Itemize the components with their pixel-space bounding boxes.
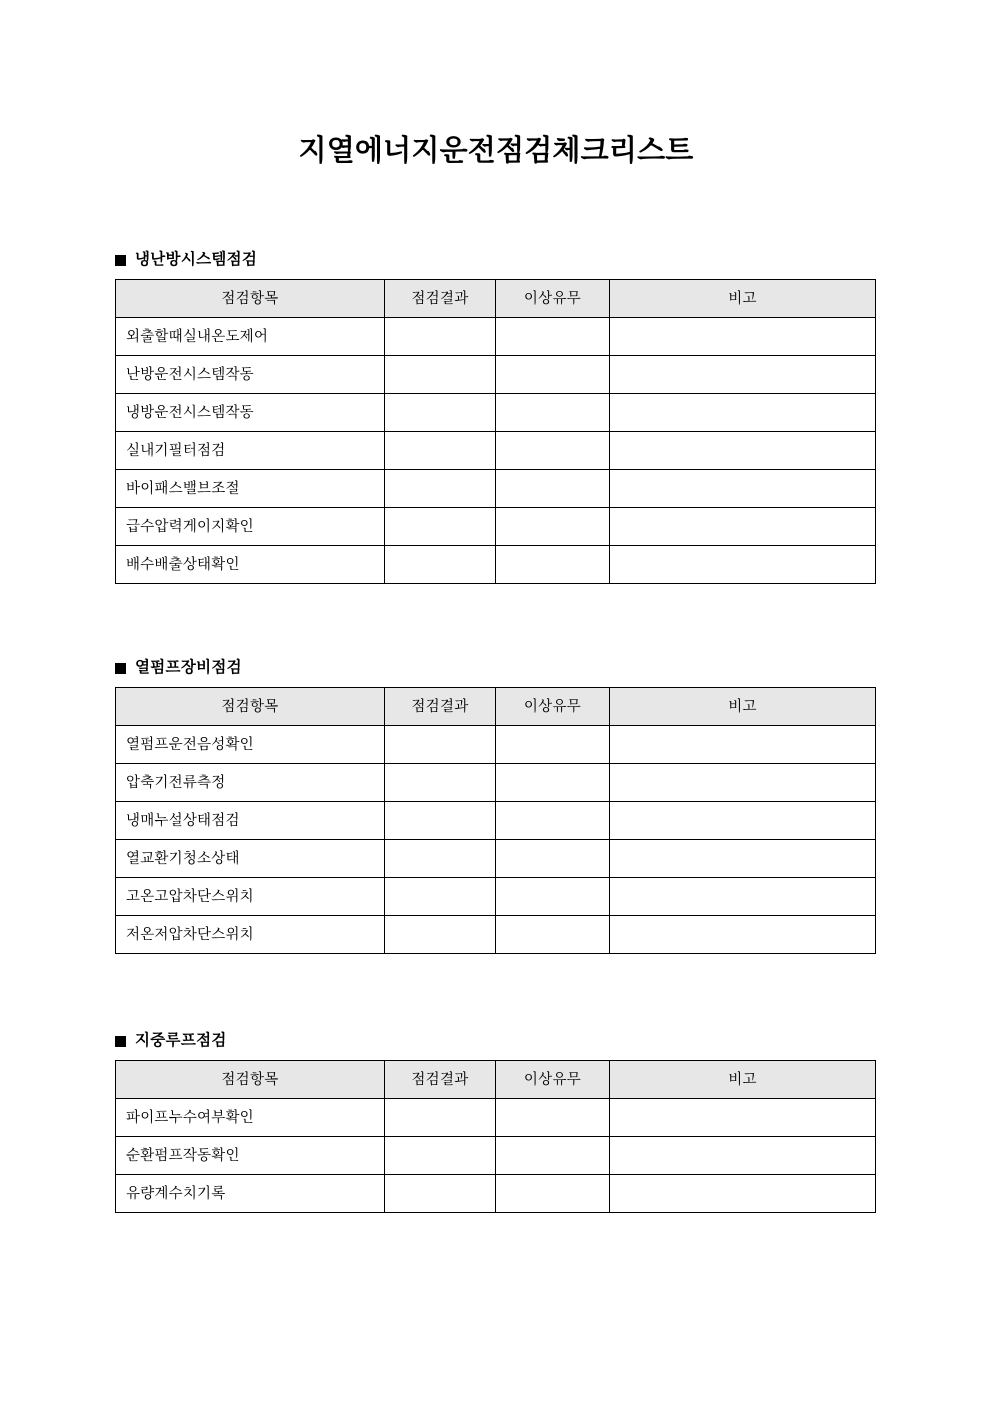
- section-ground-loop: [115, 1031, 875, 1213]
- remark[interactable]: [610, 840, 876, 878]
- inspection-result[interactable]: [385, 546, 496, 584]
- abnormality-status[interactable]: [496, 1099, 610, 1137]
- inspection-result[interactable]: [385, 916, 496, 954]
- inspection-item: 냉매누설상태점검: [116, 802, 385, 840]
- abnormality-status[interactable]: [496, 318, 610, 356]
- remark[interactable]: [610, 432, 876, 470]
- inspection-item: 저온저압차단스위치: [116, 916, 385, 954]
- abnormality-status[interactable]: [496, 394, 610, 432]
- inspection-result[interactable]: [385, 1099, 496, 1137]
- inspection-result[interactable]: [385, 394, 496, 432]
- inspection-result[interactable]: [385, 470, 496, 508]
- table-header-row: [116, 688, 876, 726]
- remark[interactable]: [610, 764, 876, 802]
- page-title: 지열에너지운전점검체크리스트: [298, 135, 694, 167]
- inspection-result[interactable]: [385, 318, 496, 356]
- table-row: [116, 318, 876, 356]
- remark[interactable]: [610, 1137, 876, 1175]
- column-header-item: 점검항목: [116, 688, 385, 726]
- inspection-item: 배수배출상태확인: [116, 546, 385, 584]
- column-header-item: 점검항목: [116, 1061, 385, 1099]
- inspection-item: 순환펌프작동확인: [116, 1137, 385, 1175]
- checklist-table: [115, 687, 876, 954]
- column-header-status: 이상유무: [496, 1061, 610, 1099]
- abnormality-status[interactable]: [496, 432, 610, 470]
- column-header-status: 이상유무: [496, 280, 610, 318]
- column-header-status: 이상유무: [496, 688, 610, 726]
- section-cooling-heating-system: [115, 250, 875, 584]
- table-row: [116, 432, 876, 470]
- column-header-item: 점검항목: [116, 280, 385, 318]
- table-header-row: [116, 1061, 876, 1099]
- remark[interactable]: [610, 394, 876, 432]
- abnormality-status[interactable]: [496, 1175, 610, 1213]
- inspection-item: 압축기전류측정: [116, 764, 385, 802]
- inspection-result[interactable]: [385, 508, 496, 546]
- table-row: [116, 1099, 876, 1137]
- table-row: [116, 764, 876, 802]
- inspection-result[interactable]: [385, 1175, 496, 1213]
- remark[interactable]: [610, 802, 876, 840]
- column-header-remark: 비고: [610, 280, 876, 318]
- remark[interactable]: [610, 916, 876, 954]
- table-row: [116, 1175, 876, 1213]
- inspection-item: 고온고압차단스위치: [116, 878, 385, 916]
- column-header-result: 점검결과: [385, 1061, 496, 1099]
- table-row: [116, 508, 876, 546]
- abnormality-status[interactable]: [496, 878, 610, 916]
- square-bullet-icon: [115, 1036, 126, 1047]
- inspection-item: 파이프누수여부확인: [116, 1099, 385, 1137]
- table-row: [116, 802, 876, 840]
- table-row: [116, 470, 876, 508]
- table-row: [116, 1137, 876, 1175]
- column-header-remark: 비고: [610, 688, 876, 726]
- remark[interactable]: [610, 508, 876, 546]
- square-bullet-icon: [115, 663, 126, 674]
- inspection-item: 바이패스밸브조절: [116, 470, 385, 508]
- abnormality-status[interactable]: [496, 916, 610, 954]
- abnormality-status[interactable]: [496, 764, 610, 802]
- section-heading: [115, 658, 875, 678]
- square-bullet-icon: [115, 255, 126, 266]
- table-row: [116, 394, 876, 432]
- abnormality-status[interactable]: [496, 356, 610, 394]
- inspection-result[interactable]: [385, 432, 496, 470]
- remark[interactable]: [610, 1099, 876, 1137]
- inspection-result[interactable]: [385, 802, 496, 840]
- abnormality-status[interactable]: [496, 1137, 610, 1175]
- section-heading: [115, 250, 875, 270]
- table-row: [116, 726, 876, 764]
- inspection-result[interactable]: [385, 1137, 496, 1175]
- remark[interactable]: [610, 470, 876, 508]
- abnormality-status[interactable]: [496, 508, 610, 546]
- inspection-result[interactable]: [385, 356, 496, 394]
- inspection-item: 외출할때실내온도제어: [116, 318, 385, 356]
- section-heading: [115, 1031, 875, 1051]
- inspection-result[interactable]: [385, 878, 496, 916]
- table-row: [116, 878, 876, 916]
- abnormality-status[interactable]: [496, 546, 610, 584]
- inspection-item: 열교환기청소상태: [116, 840, 385, 878]
- table-row: [116, 356, 876, 394]
- remark[interactable]: [610, 878, 876, 916]
- inspection-item: 급수압력게이지확인: [116, 508, 385, 546]
- checklist-table: [115, 279, 876, 584]
- section-heading-label: 냉난방시스템점검: [135, 251, 258, 268]
- abnormality-status[interactable]: [496, 470, 610, 508]
- table-row: [116, 840, 876, 878]
- inspection-item: 유량계수치기록: [116, 1175, 385, 1213]
- column-header-result: 점검결과: [385, 280, 496, 318]
- table-row: [116, 916, 876, 954]
- inspection-item: 열펌프운전음성확인: [116, 726, 385, 764]
- remark[interactable]: [610, 1175, 876, 1213]
- inspection-item: 실내기필터점검: [116, 432, 385, 470]
- abnormality-status[interactable]: [496, 802, 610, 840]
- remark[interactable]: [610, 318, 876, 356]
- inspection-result[interactable]: [385, 764, 496, 802]
- remark[interactable]: [610, 546, 876, 584]
- remark[interactable]: [610, 356, 876, 394]
- column-header-result: 점검결과: [385, 688, 496, 726]
- inspection-result[interactable]: [385, 726, 496, 764]
- inspection-item: 난방운전시스템작동: [116, 356, 385, 394]
- section-heat-pump-equipment: [115, 658, 875, 954]
- table-header-row: [116, 280, 876, 318]
- inspection-item: 냉방운전시스템작동: [116, 394, 385, 432]
- remark[interactable]: [610, 726, 876, 764]
- checklist-table: [115, 1060, 876, 1213]
- abnormality-status[interactable]: [496, 840, 610, 878]
- section-heading-label: 지중루프점검: [135, 1032, 227, 1049]
- section-heading-label: 열펌프장비점검: [135, 659, 242, 676]
- column-header-remark: 비고: [610, 1061, 876, 1099]
- inspection-result[interactable]: [385, 840, 496, 878]
- abnormality-status[interactable]: [496, 726, 610, 764]
- table-row: [116, 546, 876, 584]
